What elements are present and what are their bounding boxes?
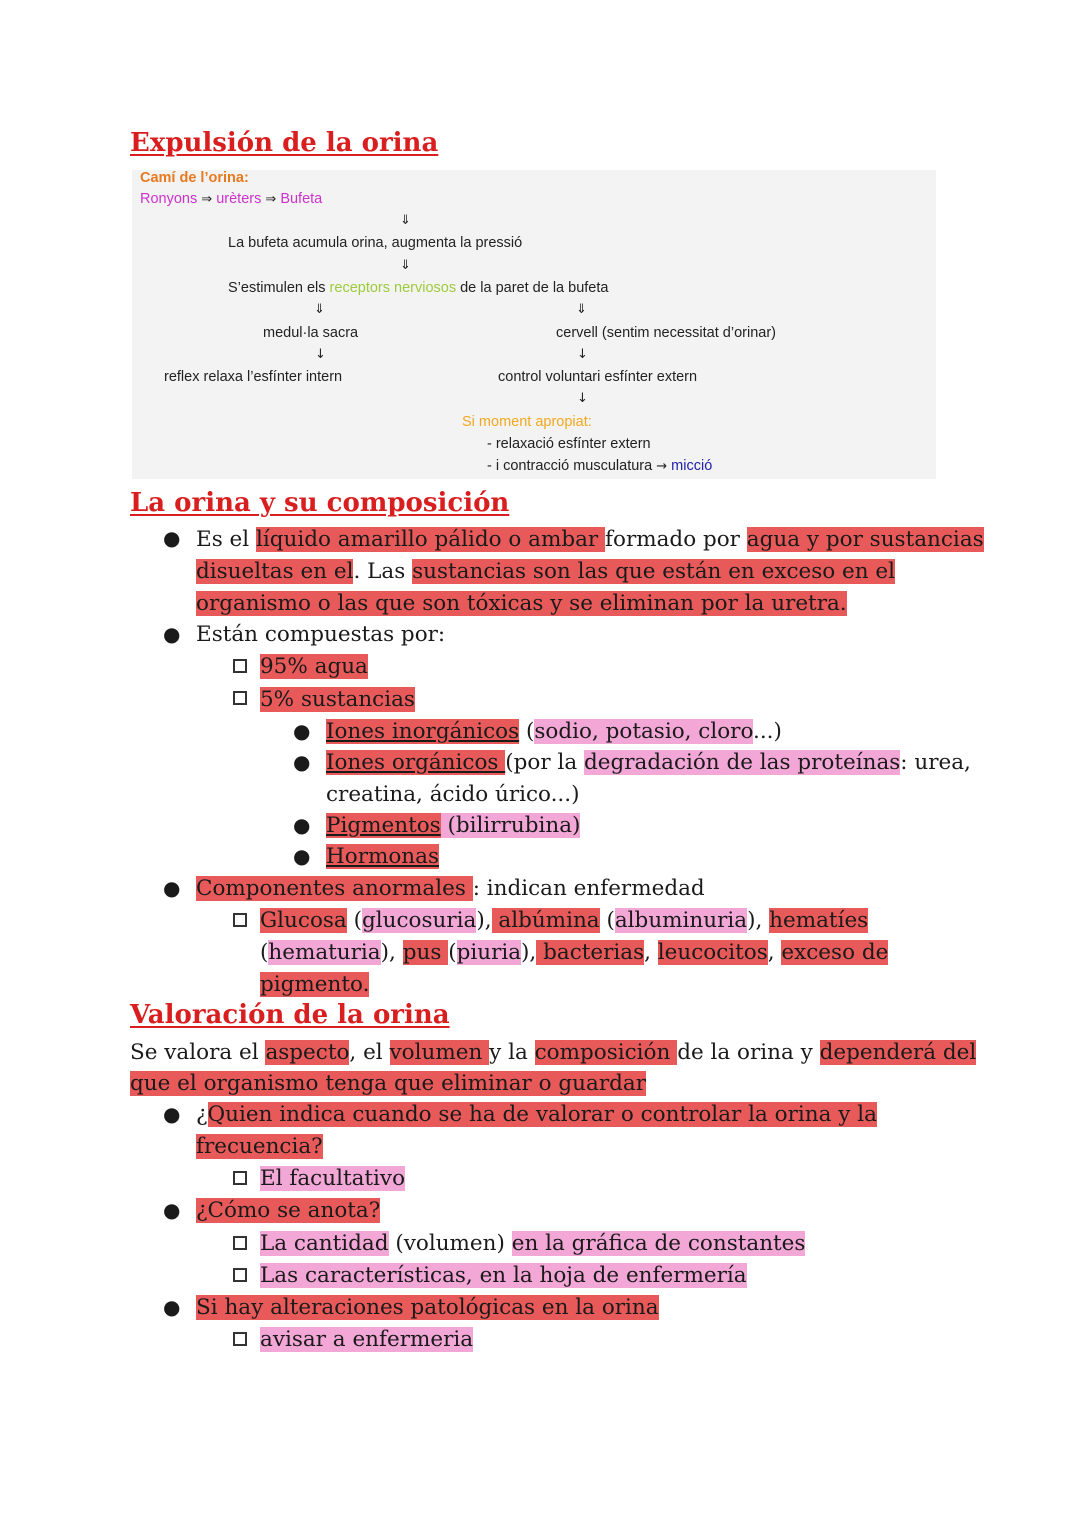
diagram-right-result: control voluntari esfínter extern (498, 369, 698, 385)
bullet-icon: ● (163, 526, 181, 550)
checkbox-icon (233, 691, 247, 705)
composition-line-1: Es el líquido amarillo pálido o ambar formado por agua y por sustancias (196, 527, 984, 552)
abnormal-line-2: (hematuria), pus (piuria), bacterias, leucocitos, exceso de (260, 940, 889, 965)
composed-of-label: Están compuestas por: (196, 622, 446, 647)
down-double-arrow-icon: ⇓ (314, 302, 325, 317)
abnormal-line-1: Glucosa (glucosuria), albúmina (albuminuria), hematíes (260, 908, 869, 933)
answer-quantity: La cantidad (volumen) en la gráfica de constantes (260, 1231, 806, 1256)
composition-line-2: disueltas en el. Las sustancias son las que están en exceso en el (196, 559, 896, 584)
down-double-arrow-icon: ⇓ (576, 302, 587, 317)
bullet-icon: ● (163, 1198, 181, 1222)
sub-pigments: Pigmentos (bilirrubina) (326, 813, 581, 838)
question-who: ¿Quien indica cuando se ha de valorar o controlar la orina y la (196, 1102, 877, 1127)
bullet-icon: ● (293, 844, 311, 868)
checkbox-icon (233, 1268, 247, 1282)
diagram-path: Ronyons ⇒ urèters ⇒ Bufeta (140, 191, 323, 207)
section-title-composicion: La orina y su composición (130, 488, 510, 518)
down-arrow-icon: ↓ (577, 391, 588, 406)
checkbox-icon (233, 1236, 247, 1250)
abnormal-components: Componentes anormales : indican enfermedad (196, 876, 705, 901)
answer-facultativo: El facultativo (260, 1166, 406, 1191)
diagram-right-branch: cervell (sentim necessitat d’orinar) (556, 325, 776, 341)
bullet-icon: ● (163, 1102, 181, 1126)
item-substances: 5% sustancias (260, 687, 415, 712)
sub-organic-ions-cont: creatina, ácido úrico...) (326, 782, 580, 807)
bullet-icon: ● (293, 750, 311, 774)
diagram-left-branch: medul·la sacra (263, 325, 359, 341)
diagram-step-1: - relaxació esfínter extern (487, 436, 651, 452)
sub-organic-ions: Iones orgánicos (por la degradación de las proteínas: urea, (326, 750, 971, 775)
sub-inorganic-ions: Iones inorgánicos (sodio, potasio, cloro...) (326, 719, 782, 744)
answer-characteristics: Las características, en la hoja de enfermería (260, 1263, 747, 1288)
composition-line-3: organismo o las que son tóxicas y se eliminan por la uretra. (196, 591, 847, 616)
abnormal-line-3: pigmento. (260, 972, 370, 997)
question-who-cont: frecuencia? (196, 1134, 323, 1159)
down-arrow-icon: ↓ (315, 347, 326, 362)
diagram-heading: Camí de l’orina: (140, 170, 249, 186)
bullet-icon: ● (293, 719, 311, 743)
answer-notify-nursing: avisar a enfermeria (260, 1327, 474, 1352)
diagram-line-1: La bufeta acumula orina, augmenta la pressió (228, 235, 523, 251)
down-double-arrow-icon: ⇓ (400, 258, 411, 273)
bullet-icon: ● (163, 876, 181, 900)
checkbox-icon (233, 659, 247, 673)
question-how: ¿Cómo se anota? (196, 1198, 381, 1223)
pathological-alterations: Si hay alteraciones patológicas en la orina (196, 1295, 659, 1320)
bullet-icon: ● (163, 622, 181, 646)
section-title-valoracion: Valoración de la orina (130, 1000, 450, 1030)
sub-hormones: Hormonas (326, 844, 440, 869)
diagram-step-2: - i contracció musculatura → micció (487, 458, 713, 474)
checkbox-icon (233, 913, 247, 927)
assessment-line-1: Se valora el aspecto, el volumen y la composición de la orina y dependerá del (130, 1040, 977, 1065)
diagram-left-result: reflex relaxa l’esfínter intern (164, 369, 343, 385)
checkbox-icon (233, 1171, 247, 1185)
assessment-line-2: que el organismo tenga que eliminar o guardar (130, 1071, 646, 1096)
down-double-arrow-icon: ⇓ (400, 213, 411, 228)
checkbox-icon (233, 1332, 247, 1346)
diagram-condition: Si moment apropiat: (462, 414, 592, 430)
bullet-icon: ● (293, 813, 311, 837)
urine-pathway-diagram (132, 170, 936, 479)
diagram-line-2: S’estimulen els receptors nerviosos de la paret de la bufeta (228, 280, 609, 296)
bullet-icon: ● (163, 1295, 181, 1319)
section-title-expulsion: Expulsión de la orina (130, 128, 439, 158)
down-arrow-icon: ↓ (577, 347, 588, 362)
item-water: 95% agua (260, 654, 368, 679)
